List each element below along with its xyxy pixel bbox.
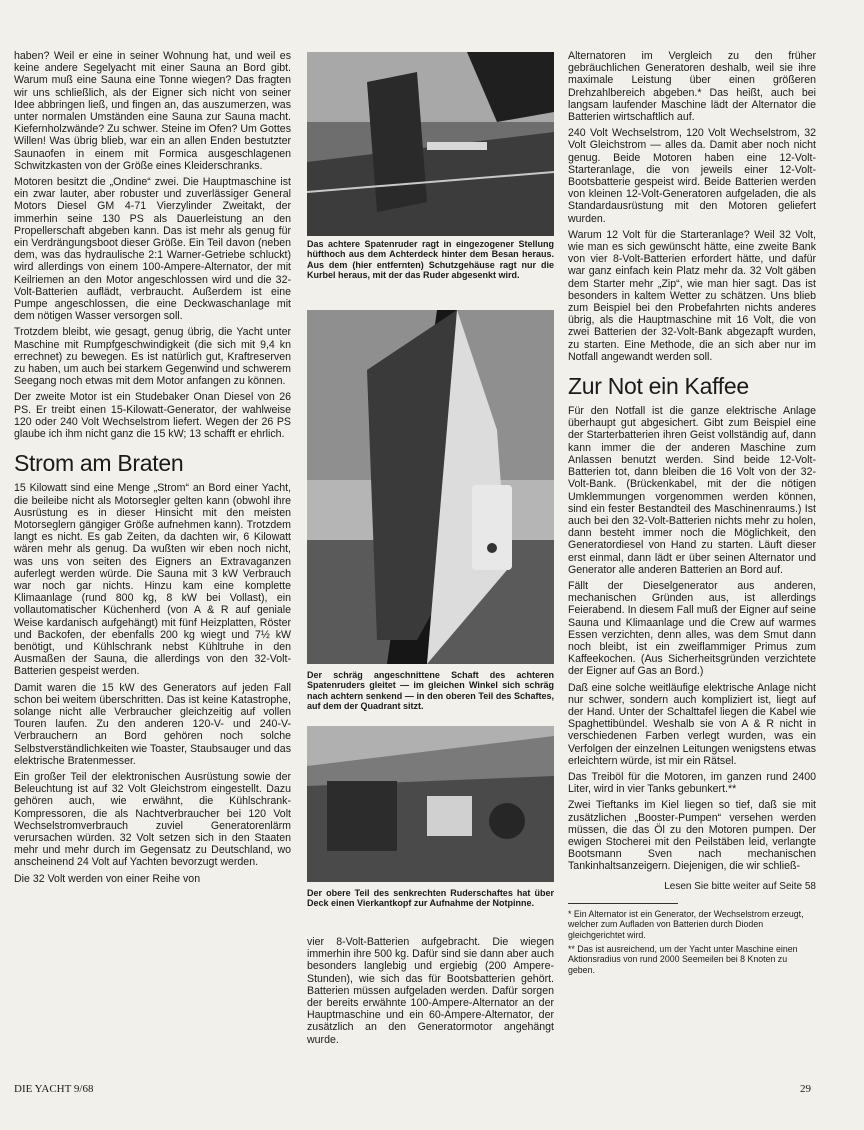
footnote-divider bbox=[568, 903, 678, 904]
rudder-on-deck-image bbox=[307, 52, 554, 236]
paragraph: Daß eine solche weitläufige elektrische Anlage nicht nur schwer, sondern auch kompliziert ist, liegt auf der Hand. Unter der Schalttafel liegen die Kabel wie Spaghettibündel. Weshalb sie von A & R nicht in verschiedenen Farben verlegt wurden, was ein Verfolgen der einzelnen Leitungen wenigstens etwas erleichtern würde, ist mir ein Rätsel. bbox=[568, 681, 816, 767]
paragraph: Die 32 Volt werden von einer Reihe von bbox=[14, 872, 201, 885]
photo-caption: Der schräg angeschnittene Schaft des achteren Spatenruders gleitet — im gleichen Winkel sich schräg nach achtern senkend — in den oberen Teil des Schaftes, auf dem der Quadrant sitzt. bbox=[307, 670, 554, 712]
paragraph: Trotzdem bleibt, wie gesagt, genug übrig, die Yacht unter Maschine mit Rumpfgeschwindigkeit (die sich mit 9,4 kn errechnet) zu bewegen. Es ist natürlich gut, Kraftreserven zu haben, um auch bei starkem Gegenwind und schwerem Seegang noch etwas mit dem Motor anfangen zu können. bbox=[14, 326, 291, 388]
photo-rudder-head bbox=[307, 726, 554, 882]
photo-caption: Das achtere Spatenruder ragt in eingezogener Stellung hüfthoch aus dem Achterdeck hinter dem Besan heraus. Aus dem (hier entfernten) Schutzgehäuse ragt nur die Kurbel heraus, mit der das Ruder abgesenkt wird. bbox=[307, 239, 554, 281]
section-heading: Zur Not ein Kaffee bbox=[568, 373, 749, 400]
rudder-head-image bbox=[307, 726, 554, 882]
paragraph: 15 Kilowatt sind eine Menge „Strom“ an Bord einer Yacht, die beileibe nicht als Motorsegler gelten kann (obwohl ihre Ausrüstung es in dieser Hinsicht mit den meisten Motorseglern gängiger Größe aufnehmen kann). Trotzdem langt es nicht. Es gab Zeiten, da dachten wir, 6 Kilowatt wären mehr als genug. Da wußten wir eben noch nicht, was uns von seiten des Eigners an Extravaganzen auferlegt werden würde. Die Sauna mit 3 kW Verbrauch war noch gar nichts. Hinzu kam eine komplette Klimaanlage (rund 800 kg, 8 kW bei Vollast), ein vollautomatischer Küchenherd (von A & R auf geniale Weise kardanisch aufgehängt) mit fünf Heizplatten, Röster und Backofen, der ebenfalls 200 kg wiegt und 7½ kW benötigt, und Kühlschrank nebst Kühltruhe in den Ausmaßen der Sauna, die allerdings von den 32-Volt-Batterien gespeist werden. bbox=[14, 482, 291, 678]
photo-rudder-shaft bbox=[307, 310, 554, 664]
paragraph: Motoren besitzt die „Ondine“ zwei. Die Hauptmaschine ist ein zwar lauter, aber robuster und zuverlässiger General Motors Diesel GM 4-71 Vierzylinder Zweitakt, der immerhin seine 130 PS als Dauerleistung an den Propellerschaft abgeben kann. Das ist mehr als genug für ein Verdrängungsboot dieser Größe. Ein Teil davon (neben dem, was das hydraulische 2:1 Warner-Getriebe schluckt) wird allerdings von einem 100-Ampere-Alternator, der mit Keilriemen an den Motor angeschlossen wird und die 32-Volt-Batterien auflädt, verbraucht. Außerdem ist eine Pumpe angeschlossen, die eine Deckwaschanlage mit dem nötigen Wasser versorgen soll. bbox=[14, 176, 291, 323]
paragraph: haben? Weil er eine in seiner Wohnung hat, und weil es keine andere Segelyacht mit einer Sauna an Bord gibt. Warum muß eine Sauna eine Tonne wiegen? Das fragten wir uns schließlich, als der Eigner sich nicht von seiner Idee abbringen ließ, und fingen an, das auszumerzen, was unter normalen Umständen eine Sauna zur Sauna macht. Kiefernholzwände? Zu schwer. Steine im Ofen? Um Gottes Willen! Was übrig blieb, war ein an allen Enden bestutzter Saunaofen in einem mit Formica ausgeschlagenen Schwitzkasten von der Größe eines Kleiderschranks. bbox=[14, 50, 291, 172]
photo-rudder-on-deck bbox=[307, 52, 554, 236]
footnote: ** Das ist ausreichend, um der Yacht unter Maschine einen Aktionsradius von rund 2000 Seemeilen bei 8 Knoten zu geben. bbox=[568, 944, 798, 975]
continue-note: Lesen Sie bitte weiter auf Seite 58 bbox=[664, 880, 816, 892]
left-column bbox=[14, 50, 291, 889]
photo-caption: Der obere Teil des senkrechten Ruderschaftes hat über Deck einen Vierkantkopf zur Aufnahme der Notpinne. bbox=[307, 888, 554, 909]
paragraph: Für den Notfall ist die ganze elektrische Anlage überhaupt gut abgesichert. Gibt zum Beispiel eine der Starterbatterien ihren Geist vollständig auf, dann kann immer die der anderen Maschine zum Anlassen benutzt werden. Sind beide 12-Volt-Batterien tot, dann bleiben die 16 Volt von der 32-Volt-Bank. (Brückenkabel, mit der die nötigen Umklemmungen vorgenommen werden können, sind ein fester Bestandteil des Maschinenraums.) Ist auch bei den 32-Volt-Batterien nichts mehr zu holen, dann besteht immer noch die Möglichkeit, den Generatordiesel von Hand zu starten. Läuft dieser erst einmal, dann lädt er über seinen Alternator und Generator alle anderen Batterien an Bord auf. bbox=[568, 405, 816, 576]
paragraph: Warum 12 Volt für die Starteranlage? Weil 32 Volt, wie man es sich gewünscht hätte, eine zweite Bank von vier 8-Volt-Batterien erfordert hätte, und dafür war ganz einfach kein Platz mehr da. 32 Volt gäben dem Starter mehr „Zip“, wie man hier sagt. Das ist besonders in kaltem Wetter zu schätzen. Uns blieb zum Beispiel bei den Probefahrten nichts anderes übrig, als die Hauptmaschine mit 16 Volt, die von zwei Batterien der 32-Volt-Bank abgezapft wurden, zu starten. Eine Methode, die an sich aber nur im Notfall angewandt werden soll. bbox=[568, 228, 816, 363]
right-column bbox=[568, 50, 816, 979]
paragraph: Ein großer Teil der elektronischen Ausrüstung sowie der Beleuchtung ist auf 32 Volt Gleichstrom eingestellt. Dazu gehören auch, wie erwähnt, die Kühlschrank-Kompressoren, die als Nachtverbraucher bei 120 Volt Wechselstromverbrauch zuviel Generatorenlärm verursachen würden. 32 Volt setzen sich in den Staaten mehr und mehr durch im Gegensatz zu Deutschland, wo anscheinend 24 Volt auf Yachten bevorzugt werden. bbox=[14, 770, 291, 869]
magazine-issue: DIE YACHT 9/68 bbox=[14, 1083, 94, 1095]
footnote: * Ein Alternator ist ein Generator, der Wechselstrom erzeugt, welcher zum Aufladen von Batterien durch Dioden gleichgerichtet wird. bbox=[568, 908, 804, 940]
paragraph: vier 8-Volt-Batterien aufgebracht. Die wiegen immerhin ihre 500 kg. Dafür sind sie dann aber auch besonders langlebig und ergiebig (200 Ampere-Stunden), wie sich das für Bootsbatterien gehört. Batterien müssen aufgeladen werden. Dafür sorgen der bereits erwähnte 100-Ampere-Alternator an der Hauptmaschine und ein 60-Ampere-Alternator, der zusätzlich an den Generatormotor angehängt wurde. bbox=[307, 936, 554, 1046]
paragraph: Der zweite Motor ist ein Studebaker Onan Diesel von 26 PS. Er treibt einen 15-Kilowatt-Generator, der wahlweise 120 oder 240 Volt Wechselstrom liefert. Wegen der 26 PS glaube ich ihm nicht ganz die 15 kW; 13 schafft er ehrlich. bbox=[14, 391, 291, 441]
rudder-shaft-image bbox=[307, 310, 554, 664]
paragraph: Fällt der Dieselgenerator aus anderen, mechanischen Gründen aus, ist allerdings Feierabend. In diesem Fall muß der Eigner auf seine Sauna und Klimaanlage und die Crew auf warmes Essen verzichten, denn alles, was dem Smut dann noch bleibt, ist ein zweiflammiger Primus zum Kaffeekochen. (Aus Sicherheitsgründen verzichtete der Eigner auf Gas an Bord.) bbox=[568, 579, 816, 678]
paragraph: Alternatoren im Vergleich zu den früher gebräuchlichen Generatoren deshalb, weil sie ihre maximale Leistung über einen größeren Drehzahlbereich abgeben.* Das heißt, auch bei langsam laufender Maschine lädt der Alternator die Batterien wirtschaftlich auf. bbox=[568, 50, 816, 124]
paragraph: Das Treiböl für die Motoren, im ganzen rund 2400 Liter, wird in vier Tanks gebunkert.** bbox=[568, 770, 816, 796]
section-heading: Strom am Braten bbox=[14, 450, 184, 477]
paragraph: 240 Volt Wechselstrom, 120 Volt Wechselstrom, 32 Volt Gleichstrom — alles da. Damit aber noch nicht genug. Beide Motoren haben eine 12-Volt-Starteranlage, die von jeweils einer 12-Volt-Bootsbatterie gespeist wird. Beide Batterien werden von kleinen 12-Volt-Generatoren aufgeladen, die als Standardausrüstung mit den Motoren geliefert wurden. bbox=[568, 127, 816, 225]
middle-column-text bbox=[307, 936, 554, 1046]
paragraph: Zwei Tieftanks im Kiel liegen so tief, daß sie mit zusätzlichen „Booster-Pumpen“ versehen werden müssen, die das Öl zu den Motoren pumpen. Der ewigen Stocherei mit den Peilstäben leid, verlangte Bootsmann Sven nach mechanischen Tankinhaltsanzeigern. Diejenigen, die wir schließ- bbox=[568, 799, 816, 873]
paragraph: Damit waren die 15 kW des Generators auf jeden Fall schon bei weitem überschritten. Das ist keine Katastrophe, solange nicht alle Verbraucher gleichzeitig auf vollen Touren laufen. Zu den anderen 120-V- und 240-V-Verbrauchern an Bord gehören noch solche Selbstverständlichkeiten wie Toaster, Staubsauger und das elektrische Bratenmesser. bbox=[14, 681, 291, 767]
page-number: 29 bbox=[800, 1083, 811, 1095]
